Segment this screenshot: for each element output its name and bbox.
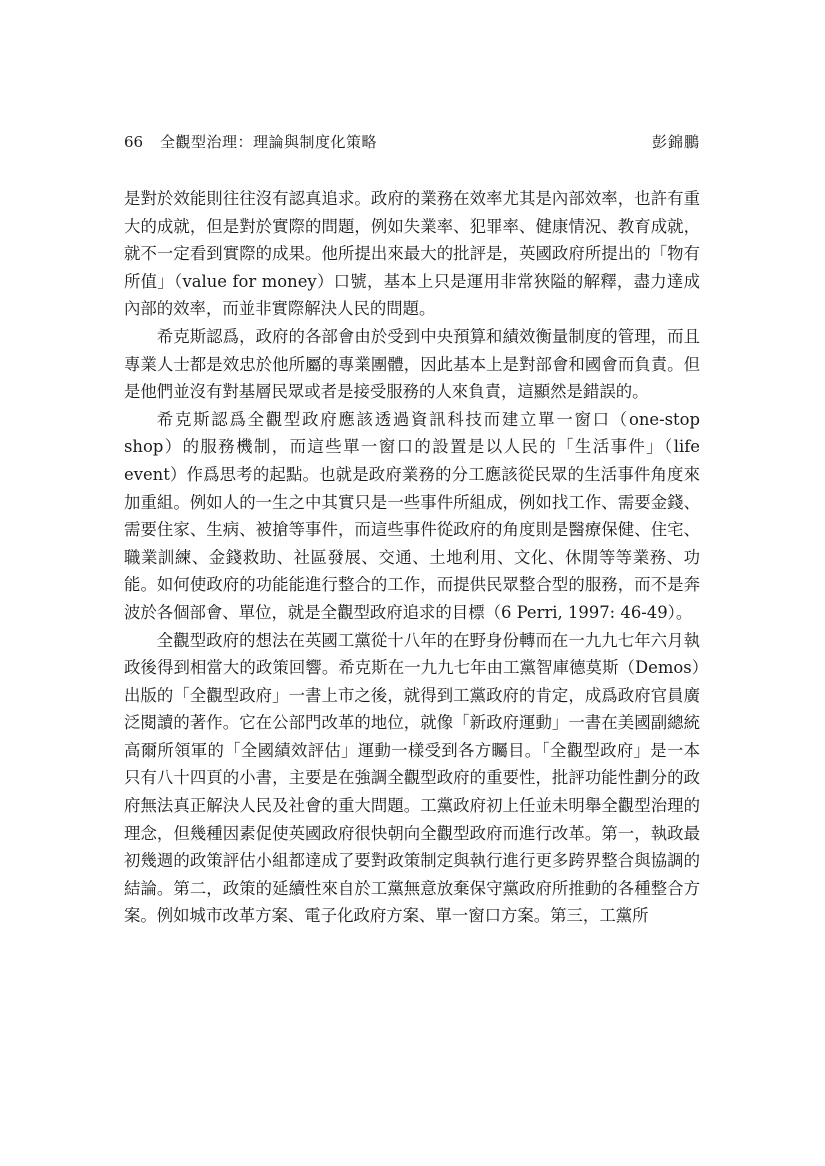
paragraph-1: 是對於效能則往往沒有認真追求。政府的業務在效率尤其是內部效率，也許有重大的成就，但是對於實際的問題，例如失業率、犯罪率、健康情況、教育成就，就不一定看到實際的成果。他所提出來最大的批評是，英國政府所提出的「物有所值」（value for money）口號，基本上只是運用非常狹隘的解釋，盡力達成內部的效率，而並非實際解決人民的問題。 (124, 189, 700, 319)
book-title: 全觀型治理：理論與制度化策略 (160, 133, 378, 151)
paragraph-2: 希克斯認爲，政府的各部會由於受到中央預算和績效衡量制度的管理，而且專業人士都是效忠於他所屬的專業團體，因此基本上是對部會和國會而負責。但是他們並沒有對基層民眾或者是接受服務的人來負責，這顯然是錯誤的。 (124, 326, 700, 402)
page-number: 66 (124, 133, 144, 151)
paragraph-4: 全觀型政府的想法在英國工黨從十八年的在野身份轉而在一九九七年六月執政後得到相當大的政策回響。希克斯在一九九七年由工黨智庫德莫斯（Demos）出版的「全觀型政府」一書上市之後，就得到工黨政府的肯定，成爲政府官員廣泛閱讀的著作。它在公部門改革的地位，就像「新政府運動」一書在美國副總統高爾所領軍的「全國績效評估」運動一樣受到各方矚目。「全觀型政府」是一本只有八十四頁的小書，主要是在強調全觀型政府的重要性，批評功能性劃分的政府無法真正解決人民及社會的重大問題。工黨政府初上任並未明舉全觀型治理的理念，但幾種因素促使英國政府很快朝向全觀型政府而進行改革。第一，執政最初幾週的政策評估小組都達成了要對政策制定與執行進行更多跨界整合與協調的結論。第二，政策的延續性來自於工黨無意放棄保守黨政府所推動的各種整合方案。例如城市改革方案、電子化政府方案、單一窗口方案。第三，工黨所 (124, 630, 700, 926)
running-header (124, 131, 700, 153)
body-text (124, 185, 700, 930)
paragraph-3: 希克斯認爲全觀型政府應該透過資訊科技而建立單一窗口（one-stop shop）的服務機制，而這些單一窗口的設置是以人民的「生活事件」（life event）作爲思考的起點。也就是政府業務的分工應該從民眾的生活事件角度來加重組。例如人的一生之中其實只是一些事件所組成，例如找工作、需要金錢、需要住家、生病、被搶等事件，而這些事件從政府的角度則是醫療保健、住宅、職業訓練、金錢救助、社區發展、交通、土地利用、文化、休閒等等業務、功能。如何使政府的功能能進行整合的工作，而提供民眾整合型的服務，而不是奔波於各個部會、單位，就是全觀型政府追求的目標（6 Perri, 1997: 46-49）。 (124, 409, 700, 622)
author-name: 彭錦鵬 (651, 133, 700, 151)
